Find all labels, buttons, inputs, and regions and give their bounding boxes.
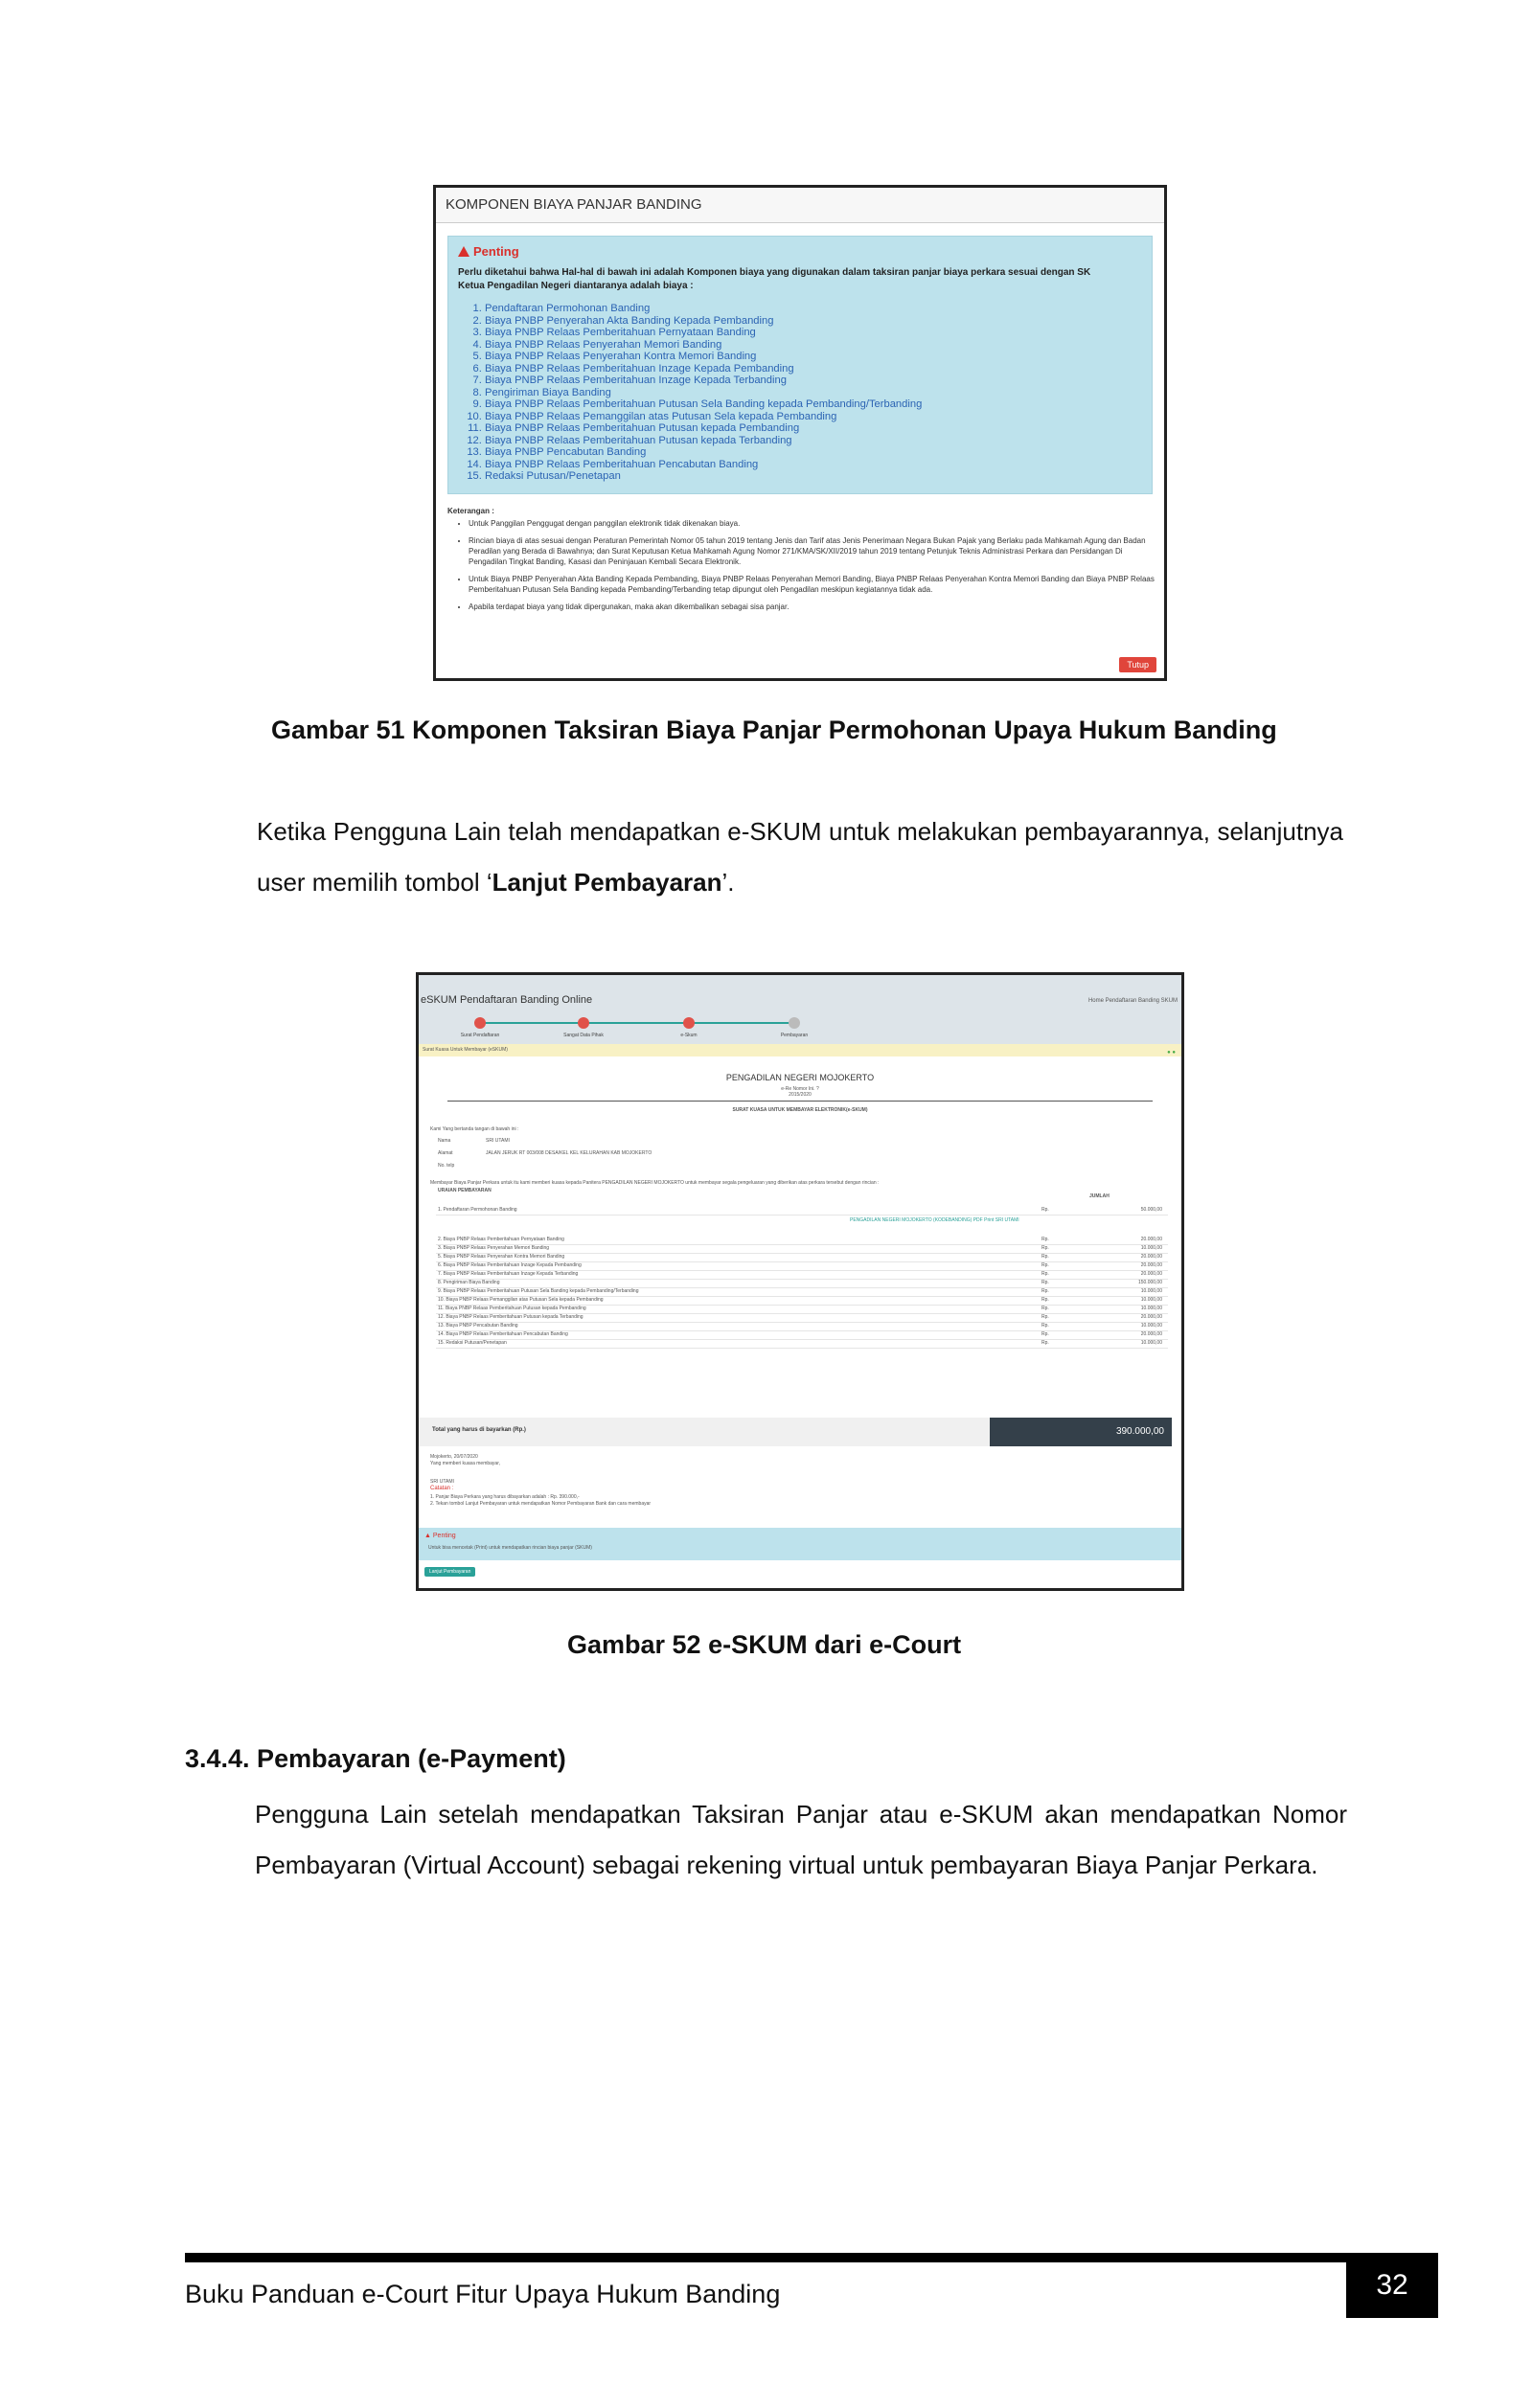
- component-item: 14. Biaya PNBP Relaas Pemberitahuan Pencabutan Banding: [485, 459, 1142, 471]
- note-item: • Rincian biaya di atas sesuai dengan Peraturan Pemerintah Nomor 05 tahun 2019 tentang Jenis dan Tarif atas Jenis Penerimaan Negara Bukan Pajak yang Berlaku pada Mahkamah Agung dan Badan Peradilan yang Berada di Bawahnya; dan Surat Keputusan Ketua Mahkamah Agung Nomor 271/KMA/SK/XII/2019 tahun 2019 tentang Petunjuk Teknis Administrasi Perkara dan Persidangan Di Pengadilan Tingkat Banding, Kasasi dan Peninjauan Kembali Secara Elektronik.: [469, 535, 1156, 567]
- catatan-1: 1. Panjar Biaya Perkara yang harus dibayarkan adalah : Rp. 390.000,-: [430, 1494, 580, 1500]
- footer-rule: [185, 2253, 1392, 2262]
- col-jumlah: JUMLAH: [1089, 1193, 1110, 1199]
- row-currency: Rp.: [1041, 1323, 1049, 1329]
- paragraph-text: Ketika Pengguna Lain telah mendapatkan e-SKUM untuk melakukan pembayarannya, selanjutnya user memilih tombol ‘: [257, 817, 1343, 897]
- doc-title: SURAT KUASA UNTUK MEMBAYAR ELEKTRONIK(e-SKUM): [732, 1107, 868, 1113]
- row-value: 50.000,00: [1140, 1207, 1162, 1213]
- row-currency: Rp.: [1041, 1262, 1049, 1268]
- pent-heading: [424, 1533, 456, 1539]
- step-dot: [683, 1017, 695, 1029]
- row-label: 13. Biaya PNBP Pencabutan Banding: [438, 1323, 518, 1329]
- warning-icon: ▲: [424, 1533, 431, 1539]
- component-item: 11. Biaya PNBP Relaas Pemberitahuan Putusan kepada Pembanding: [485, 422, 1142, 435]
- component-item: 5. Biaya PNBP Relaas Penyerahan Kontra Memori Banding: [485, 351, 1142, 363]
- catatan-2: 2. Tekan tombol Lanjut Pembayaran untuk mendapatkan Nomor Pembayaran Bank dan cara membayar: [430, 1501, 652, 1507]
- row-value: 10.000,00: [1140, 1340, 1162, 1346]
- lanjut-pembayaran-button[interactable]: Lanjut Pembayaran: [424, 1567, 475, 1577]
- field-label: No. telp: [438, 1163, 455, 1169]
- component-item: 3. Biaya PNBP Relaas Pemberitahuan Pernyataan Banding: [485, 327, 1142, 339]
- row-currency: Rp.: [1041, 1340, 1049, 1346]
- component-item: 8. Pengiriman Biaya Banding: [485, 387, 1142, 399]
- close-button[interactable]: Tutup: [1119, 657, 1156, 672]
- component-item: 1. Pendaftaran Permohonan Banding: [485, 303, 1142, 315]
- row-currency: Rp.: [1041, 1280, 1049, 1285]
- row-currency: Rp.: [1041, 1314, 1049, 1320]
- row-label: 3. Biaya PNBP Relaas Penyerahan Memori Banding: [438, 1245, 550, 1251]
- keterangan-title: Keterangan :: [447, 507, 494, 515]
- paragraph-payment: Pengguna Lain setelah mendapatkan Taksiran Panjar atau e-SKUM akan mendapatkan Nomor Pembayaran (Virtual Account) sebagai rekening virtual untuk pembayaran Biaya Panjar Perkara.: [255, 1800, 1347, 1879]
- row-label: 11. Biaya PNBP Relaas Pemberitahuan Putusan kepada Pembanding: [438, 1306, 586, 1311]
- note-item: • Untuk Panggilan Penggugat dengan panggilan elektronik tidak dikenakan biaya.: [469, 518, 1156, 529]
- row-label: 14. Biaya PNBP Relaas Pemberitahuan Pencabutan Banding: [438, 1331, 568, 1337]
- component-item: 2. Biaya PNBP Penyerahan Akta Banding Kepada Pembanding: [485, 315, 1142, 328]
- col-uraian: URAIAN PEMBAYARAN: [438, 1188, 492, 1193]
- row-currency: Rp.: [1041, 1271, 1049, 1277]
- component-item: 9. Biaya PNBP Relaas Pemberitahuan Putusan Sela Banding kepada Pembanding/Terbanding: [485, 398, 1142, 411]
- row-currency: Rp.: [1041, 1306, 1049, 1311]
- total-label: Total yang harus di bayarkan (Rp.): [432, 1427, 526, 1433]
- row-value: 20.000,00: [1140, 1237, 1162, 1242]
- sign-name: SRI UTAMI: [430, 1479, 454, 1485]
- row-value: 20.000,00: [1140, 1271, 1162, 1277]
- row-label: 6. Biaya PNBP Relaas Pemberitahuan Inzage Kepada Pembanding: [438, 1262, 582, 1268]
- row-value: 10.000,00: [1140, 1297, 1162, 1303]
- figure-51-caption: Gambar 51 Komponen Taksiran Biaya Panjar Permohonan Upaya Hukum Banding: [271, 716, 1277, 744]
- doc-toolbar[interactable]: PENGADILAN NEGERI MOJOKERTO (KODEBANDING) PDF Print SRI UTAMI: [850, 1217, 1019, 1223]
- row-label: 15. Redaksi Putusan/Penetapan: [438, 1340, 507, 1346]
- notice-text: Surat Kuasa Untuk Membayar (eSKUM): [423, 1047, 508, 1053]
- step-label: e-Skum: [680, 1033, 698, 1038]
- notes-list: [447, 518, 1156, 612]
- field-value: JALAN JERUK RT 003/008 DESA/KEL KEL KELURAHAN KAB MOJOKERTO: [486, 1150, 652, 1156]
- sign-place: Mojokerto, 20/07/2020: [430, 1454, 478, 1460]
- total-value: 390.000,00: [990, 1418, 1172, 1446]
- field-label: Nama: [438, 1138, 451, 1144]
- alert-heading: [458, 244, 1142, 259]
- step-dot: [474, 1017, 486, 1029]
- row-label: 5. Biaya PNBP Relaas Penyerahan Kontra Memori Banding: [438, 1254, 565, 1260]
- warning-icon: [458, 246, 469, 257]
- statement: Membayar Biaya Panjar Perkara untuk itu kami memberi kuasa kepada Panitera PENGADILAN NEGERI MOJOKERTO untuk membayar segala pengeluaran yang diberikan atas perkara tersebut dengan rincian :: [430, 1180, 880, 1186]
- figure-52-caption: Gambar 52 e-SKUM dari e-Court: [567, 1630, 962, 1659]
- app-title: eSKUM Pendaftaran Banding Online: [421, 994, 593, 1006]
- row-value: 10.000,00: [1140, 1306, 1162, 1311]
- divider: [447, 1101, 1153, 1102]
- keterangan-section: [447, 506, 1156, 619]
- catatan-title: Catatan :: [430, 1486, 454, 1491]
- page-number: 32: [1346, 2253, 1438, 2318]
- row-label: 7. Biaya PNBP Relaas Pemberitahuan Inzage Kepada Terbanding: [438, 1271, 579, 1277]
- row-label: 10. Biaya PNBP Relaas Pemanggilan atas Putusan Sela kepada Pembanding: [438, 1297, 604, 1303]
- section-title: 3.4.4. Pembayaran (e-Payment): [185, 1744, 566, 1773]
- doc-year: 2015/2020: [789, 1092, 812, 1098]
- row-value: 10.000,00: [1140, 1288, 1162, 1294]
- stepper-line: [480, 1022, 796, 1024]
- row-divider: [436, 1339, 1168, 1340]
- important-alert: [447, 236, 1153, 494]
- figure-52-screenshot: [416, 972, 1184, 1591]
- sign-role: Yang memberi kuasa membayar,: [430, 1461, 500, 1466]
- row-value: 20.000,00: [1140, 1331, 1162, 1337]
- paragraph-bold: Lanjut Pembayaran: [492, 868, 722, 897]
- intro-line: Kami Yang bertanda tangan di bawah ini :: [430, 1126, 519, 1132]
- footer-text: Buku Panduan e-Court Fitur Upaya Hukum Banding: [185, 2280, 781, 2308]
- figure-51-screenshot: [433, 185, 1167, 681]
- note-item: • Apabila terdapat biaya yang tidak dipergunakan, maka akan dikembalikan sebagai sisa panjar.: [469, 602, 1156, 612]
- component-item: 4. Biaya PNBP Relaas Penyerahan Memori Banding: [485, 339, 1142, 352]
- notice-bar: [419, 1044, 1181, 1056]
- row-value: 10.000,00: [1140, 1323, 1162, 1329]
- alert-intro: Perlu diketahui bahwa Hal-hal di bawah ini adalah Komponen biaya yang digunakan dalam taksiran panjar biaya perkara sesuai dengan SK Ketua Pengadilan Negeri diantaranya adalah biaya :: [458, 267, 1091, 291]
- row-currency: Rp.: [1041, 1288, 1049, 1294]
- component-item: 7. Biaya PNBP Relaas Pemberitahuan Inzage Kepada Terbanding: [485, 375, 1142, 387]
- important-bar: [419, 1528, 1181, 1560]
- row-label: 1. Pendaftaran Permohonan Banding: [438, 1207, 517, 1213]
- step-dot: [578, 1017, 589, 1029]
- row-divider: [436, 1348, 1168, 1349]
- pent-text: Untuk bisa mencetak (Print) untuk mendapatkan rincian biaya panjar (SKUM): [428, 1545, 592, 1551]
- doc-number: e-Re Nomor Ini. ?: [781, 1086, 819, 1092]
- row-currency: Rp.: [1041, 1331, 1049, 1337]
- row-divider: [436, 1322, 1168, 1323]
- row-label: 12. Biaya PNBP Relaas Pemberitahuan Putusan kepada Terbanding: [438, 1314, 583, 1320]
- row-label: 8. Pengiriman Biaya Banding: [438, 1280, 500, 1285]
- component-item: 10. Biaya PNBP Relaas Pemanggilan atas Putusan Sela kepada Pembanding: [485, 411, 1142, 423]
- app-topbar: [419, 975, 1181, 1044]
- row-value: 150.000,00: [1137, 1280, 1162, 1285]
- component-item: 13. Biaya PNBP Pencabutan Banding: [485, 446, 1142, 459]
- step-label: Pembayaran: [780, 1033, 809, 1038]
- step-label: Sangat Data Pihak: [563, 1033, 604, 1038]
- refresh-icon[interactable]: ● ●: [1167, 1050, 1176, 1056]
- component-item: 6. Biaya PNBP Relaas Pemberitahuan Inzage Kepada Pembanding: [485, 363, 1142, 375]
- paragraph-lanjut: [257, 806, 1343, 908]
- paragraph-end: ’.: [721, 868, 735, 897]
- row-currency: Rp.: [1041, 1254, 1049, 1260]
- row-currency: Rp.: [1041, 1245, 1049, 1251]
- row-divider: [436, 1279, 1168, 1280]
- field-value: SRI UTAMI: [486, 1138, 510, 1144]
- top-nav[interactable]: Home Pendaftaran Banding SKUM: [1087, 998, 1178, 1004]
- step-dot: [789, 1017, 800, 1029]
- row-label: 2. Biaya PNBP Relaas Pemberitahuan Pernyataan Banding: [438, 1237, 564, 1242]
- row-value: 20.000,00: [1140, 1254, 1162, 1260]
- court-name: PENGADILAN NEGERI MOJOKERTO: [725, 1073, 875, 1082]
- note-item: • Untuk Biaya PNBP Penyerahan Akta Banding Kepada Pembanding, Biaya PNBP Relaas Penyerahan Memori Banding, Biaya PNBP Relaas Penyerahan Kontra Memori Banding dan Biaya PNBP Relaas Pemberitahuan Putusan Sela Banding kepada Pembanding/Terbanding tetap dipungut oleh Pengadilan meskipun kegiatannya tidak ada.: [469, 574, 1156, 595]
- component-item: 12. Biaya PNBP Relaas Pemberitahuan Putusan kepada Terbanding: [485, 435, 1142, 447]
- component-list: [458, 303, 1142, 483]
- row-label: 9. Biaya PNBP Relaas Pemberitahuan Putusan Sela Banding kepada Pembanding/Terbanding: [438, 1288, 639, 1294]
- step-label: Surat Pendaftaran: [460, 1033, 500, 1038]
- pent-title: Penting: [432, 1533, 456, 1539]
- component-item: 15. Redaksi Putusan/Penetapan: [485, 470, 1142, 483]
- row-value: 20.000,00: [1140, 1262, 1162, 1268]
- field-label: Alamat: [438, 1150, 453, 1156]
- row-currency: Rp.: [1041, 1297, 1049, 1303]
- row-value: 10.000,00: [1140, 1245, 1162, 1251]
- row-currency: Rp.: [1041, 1237, 1049, 1242]
- modal-title: KOMPONEN BIAYA PANJAR BANDING: [436, 188, 1164, 223]
- row-currency: Rp.: [1041, 1207, 1049, 1213]
- alert-title: Penting: [473, 244, 519, 259]
- row-value: 20.000,00: [1140, 1314, 1162, 1320]
